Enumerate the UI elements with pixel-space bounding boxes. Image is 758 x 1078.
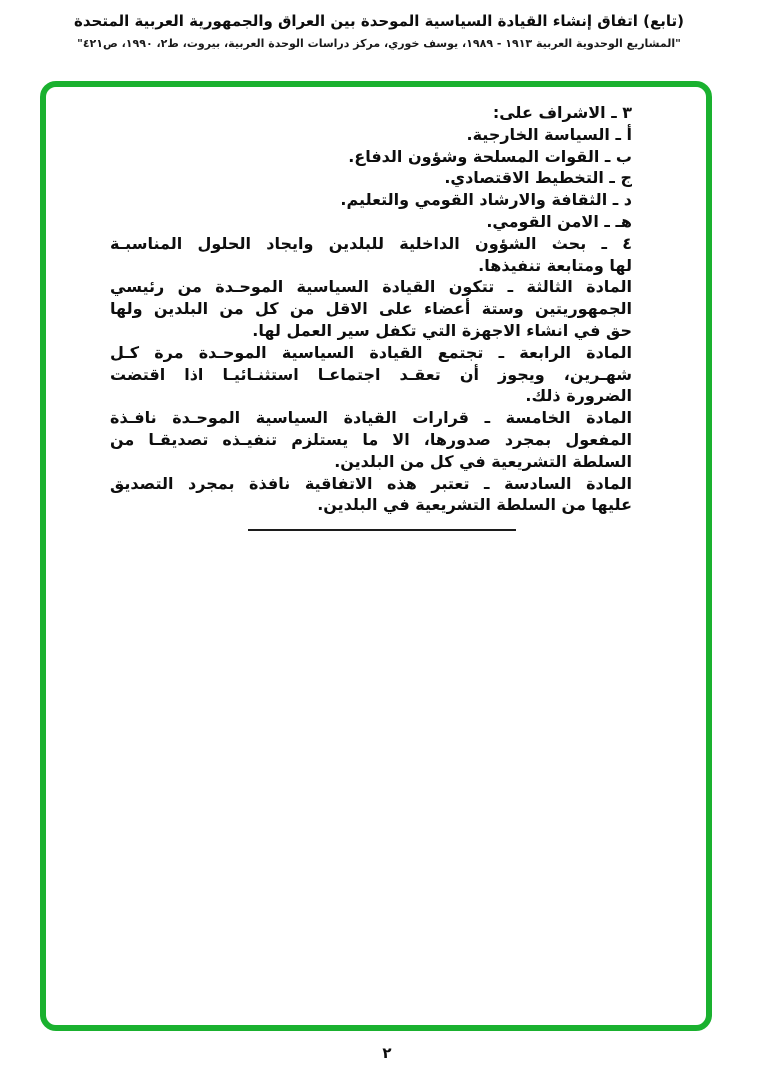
text-line: ٤ ـ بحث الشؤون الداخلية للبلدين وايجاد الحلول المناسبـة [110,233,632,253]
content-border-box [40,81,712,1031]
text-line: ب ـ القوات المسلحة وشؤون الدفاع. [348,146,632,166]
text-line: ٣ ـ الاشراف على: [492,103,632,122]
text-line: لها ومتابعة تنفيذها. [478,255,632,275]
text-line: الجمهوريتين وستة أعضاء على الاقل من كل من البلدين ولها [110,299,632,319]
text-line: شهـرين، ويجوز أن تعقـد اجتماعـا استثنـائيـا اذا اقتضت [110,364,632,384]
text-line: عليها من السلطة التشريعية في البلدين. [317,495,632,515]
text-line: د ـ الثقافة والارشاد القومي والتعليم. [340,190,632,210]
text-line: أ ـ السياسة الخارجية. [466,124,632,144]
text-line: المادة الخامسة ـ قرارات القيادة السياسية الموحـدة نافـذة [110,408,632,428]
article-heading: المادة السادسة [504,473,632,493]
document-title: (تابع) اتفاق إنشاء القيادة السياسية الموحدة بين العراق والجمهورية العربية المتحدة [74,12,684,30]
section-divider [248,529,516,531]
text-line: الضرورة ذلك. [525,386,632,406]
text-line: هـ ـ الامن القومي. [486,211,632,231]
article-heading: المادة الخامسة [505,408,632,428]
text-line: السلطة التشريعية في كل من البلدين. [334,451,632,471]
text-line: حق في انشاء الاجهزة التي تكفل سير العمل لها. [252,320,632,340]
text-line: المادة السادسة ـ تعتبر هذه الاتفاقية نافذة بمجرد التصديق [110,473,632,493]
article-heading: المادة الرابعة [519,342,632,362]
page-number: ٢ [382,1044,392,1062]
body-text [110,102,632,516]
text-line: المفعول بمجرد صدورها، الا ما يستلزم تنفيـذه تصديقـا من [110,429,632,449]
text-line: المادة الثالثة ـ تتكون القيادة السياسية الموحـدة من رئيسي [110,277,632,297]
text-line: المادة الرابعة ـ تجتمع القيادة السياسية الموحـدة مرة كـل [110,342,632,362]
document-header [0,12,758,50]
source-citation: "المشاريع الوحدوية العربية ١٩١٣ - ١٩٨٩، يوسف خوري، مركز دراسات الوحدة العربية، بيروت، ط٢، ١٩٩٠، ص٤٢١" [77,37,681,50]
article-heading: المادة الثالثة [526,277,632,297]
text-line: ج ـ التخطيط الاقتصادي. [444,168,632,188]
